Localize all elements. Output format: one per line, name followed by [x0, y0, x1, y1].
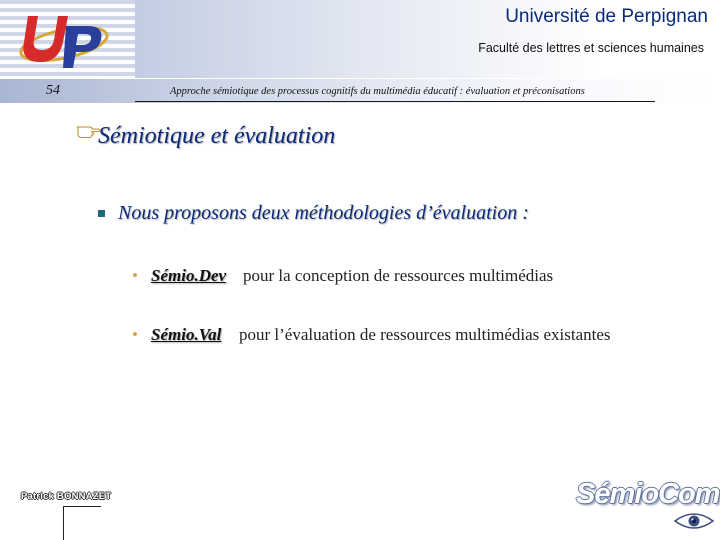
lead-statement: Nous proposons deux méthodologies d’évaluation :: [118, 202, 529, 224]
slide-number: 54: [46, 83, 60, 98]
square-bullet-icon: [98, 210, 105, 217]
methodology-term: Sémio.Val: [151, 325, 222, 344]
header-banner: [0, 0, 720, 78]
footer-divider: [63, 506, 101, 507]
footer-divider-vertical: [63, 506, 64, 540]
semiocom-logo-text: SémioCom: [576, 478, 720, 510]
faculty-name: Faculté des lettres et sciences humaines: [478, 41, 704, 55]
university-name: Université de Perpignan: [505, 6, 708, 27]
methodology-description: pour l’évaluation de ressources multimédias existantes: [239, 325, 611, 344]
methodology-term: Sémio.Dev: [151, 266, 227, 285]
strip-divider: [135, 101, 655, 102]
methodology-description: pour la conception de ressources multimédias: [243, 266, 554, 285]
university-logo: [14, 6, 114, 72]
dot-bullet-icon: •: [132, 266, 138, 285]
author-name: Patrick BONNAZET: [21, 491, 112, 502]
presentation-subtitle: Approche sémiotique des processus cognitifs du multimédia éducatif : évaluation et préconisations: [170, 86, 585, 97]
semiocom-logo: [572, 477, 720, 540]
slide-title: Sémiotique et évaluation: [98, 123, 336, 149]
dot-bullet-icon: •: [132, 325, 138, 344]
eye-icon: [674, 511, 714, 531]
slide-info-strip: [0, 79, 720, 107]
pointing-hand-icon: [76, 121, 100, 139]
